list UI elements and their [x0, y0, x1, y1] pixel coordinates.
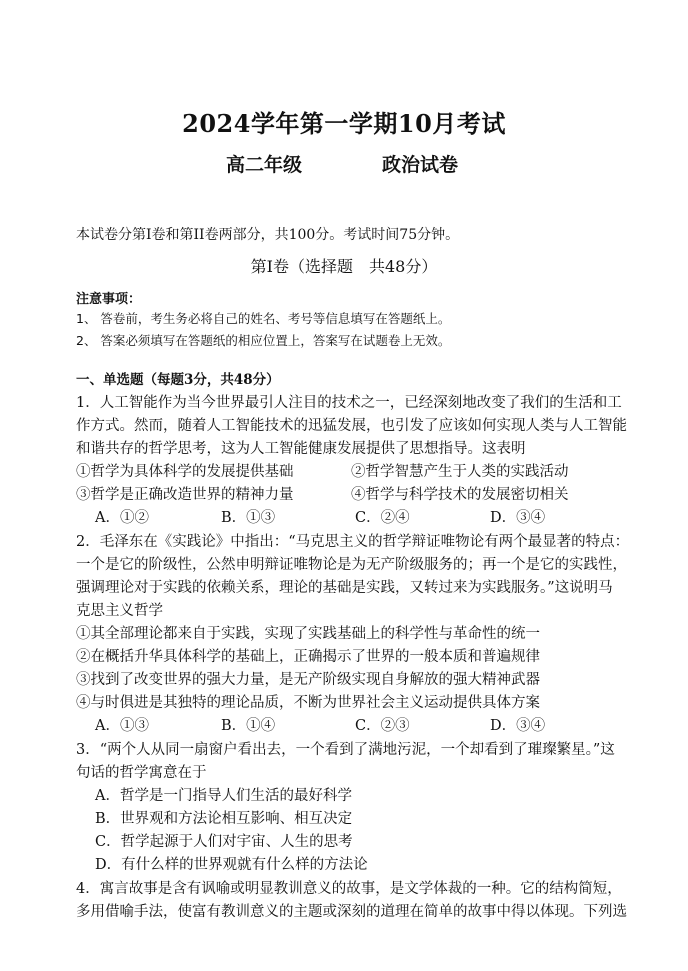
volume-title: 第I卷（选择题 共48分） [250, 257, 438, 276]
q1-statement-4: ④哲学与科学技术的发展密切相关 [351, 487, 569, 503]
q1-statement-2: ②哲学智慧产生于人类的实践活动 [351, 464, 569, 480]
q2-statement-4: ④与时俱进是其独特的理论品质，不断为世界社会主义运动提供具体方案 [76, 695, 540, 711]
q4-stem-line: 多用借喻手法，使富有教训意义的主题或深刻的道理在简单的故事中得以体现。下列选 [76, 904, 627, 920]
exam-title: 2024学年第一学期10月考试 [182, 109, 506, 138]
q2-option-c: C．②③ [355, 718, 410, 734]
q2-stem-line: 强调理论对于实践的依赖关系，理论的基础是实践，又转过来为实践服务。”这说明马 [76, 580, 613, 596]
q2-statement-1: ①其全部理论都来自于实践，实现了实践基础上的科学性与革命性的统一 [76, 626, 540, 642]
q2-stem-line: 克思主义哲学 [76, 603, 163, 619]
q3-option-b: B．世界观和方法论相互影响、相互决定 [95, 811, 353, 827]
note-item: 2、 答案必须填写在答题纸的相应位置上，答案写在试题卷上无效。 [76, 333, 451, 348]
q2-option-d: D．③④ [490, 718, 546, 734]
q3-option-a: A．哲学是一门指导人们生活的最好科学 [95, 788, 352, 804]
q1-stem-line: 1．人工智能作为当今世界最引人注目的技术之一，已经深刻地改变了我们的生活和工 [76, 395, 622, 411]
q2-statement-2: ②在概括升华具体科学的基础上，正确揭示了世界的一般本质和普遍规律 [76, 649, 540, 665]
q2-option-a: A．①③ [95, 718, 149, 734]
q3-option-c: C．哲学起源于人们对宇宙、人生的思考 [95, 834, 353, 850]
q1-stem-line: 作方式。然而，随着人工智能技术的迅猛发展，也引发了应该如何实现人类与人工智能 [76, 418, 627, 434]
q1-stem-line: 和谐共存的哲学思考，这为人工智能健康发展提供了思想指导。这表明 [76, 441, 526, 457]
grade-label: 高二年级 [226, 154, 303, 176]
q4-stem-line: 4．寓言故事是含有讽喻或明显教训意义的故事，是文学体裁的一种。它的结构简短， [76, 881, 622, 897]
notes-heading: 注意事项： [76, 292, 142, 307]
q2-option-b: B．①④ [221, 718, 276, 734]
q1-option-c: C．②④ [355, 510, 410, 526]
q1-statement-1: ①哲学为具体科学的发展提供基础 [76, 464, 294, 480]
q2-statement-3: ③找到了改变世界的强大力量，是无产阶级实现自身解放的强大精神武器 [76, 672, 540, 688]
q2-stem-line: 一个是它的阶级性，公然申明辩证唯物论是为无产阶级服务的；再一个是它的实践性， [76, 557, 627, 573]
q1-option-d: D．③④ [490, 510, 546, 526]
q2-stem-line: 2．毛泽东在《实践论》中指出：“马克思主义的哲学辩证唯物论有两个最显著的特点： [76, 534, 630, 550]
q3-stem-line: 3．“两个人从同一扇窗户看出去，一个看到了满地污泥，一个却看到了璀璨繁星。”这 [76, 742, 615, 758]
q3-option-d: D．有什么样的世界观就有什么样的方法论 [95, 857, 368, 873]
subject-label: 政治试卷 [382, 154, 459, 176]
q1-option-a: A．①② [95, 510, 149, 526]
section-heading: 一、单选题（每题3分，共48分） [76, 372, 280, 388]
q3-stem-line: 句话的哲学寓意在于 [76, 765, 207, 781]
q1-statement-3: ③哲学是正确改造世界的精神力量 [76, 487, 294, 503]
q1-option-b: B．①③ [221, 510, 276, 526]
note-item: 1、 答卷前，考生务必将自己的姓名、考号等信息填写在答题纸上。 [76, 311, 451, 326]
exam-intro: 本试卷分第I卷和第II卷两部分，共100分。考试时间75分钟。 [76, 227, 460, 243]
